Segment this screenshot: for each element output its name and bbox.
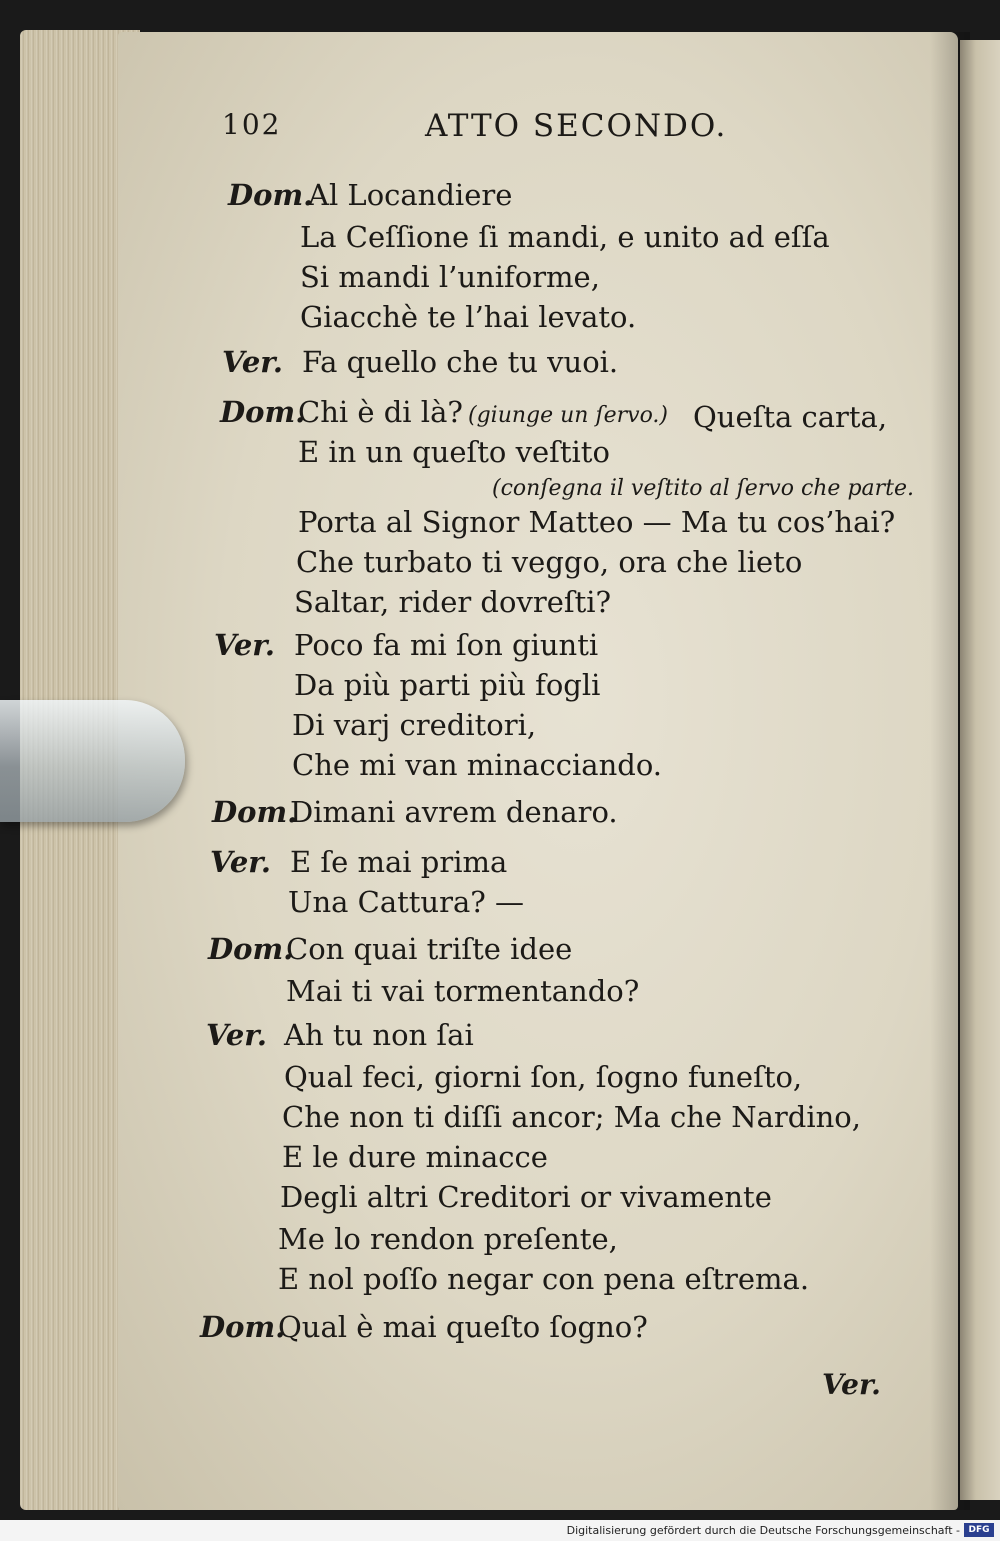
verse-line: E in un queſto veſtito [298,435,610,469]
speaker-label: Dom. [208,932,294,966]
speaker-label: Dom. [212,795,298,829]
page-number: 102 [222,108,282,141]
verse-line: Si mandi l’uniforme, [300,260,600,294]
stage-direction: (giunge un ſervo.) [468,403,669,428]
stage-direction: (conſegna il veſtito al ſervo che parte. [492,476,915,501]
digitization-footer [0,1520,1000,1541]
verse-line: Ah tu non ſai [284,1018,474,1052]
verse-line: Qual è mai queſto ſogno? [278,1310,648,1344]
verse-line: Al Locandiere [308,178,513,212]
verse-line: Degli altri Creditori or vivamente [280,1180,772,1214]
catchword: Ver. [822,1368,881,1401]
dfg-logo: DFG [964,1523,994,1537]
verse-line: Giacchè te l’hai levato. [300,300,637,334]
speaker-label: Ver. [206,1018,268,1052]
verse-line: Saltar, rider dovreſti? [294,585,612,619]
speaker-label: Ver. [210,845,272,879]
page-holder-clip [0,700,185,822]
facing-page-edge [960,40,1000,1500]
speaker-label: Dom. [220,395,306,429]
verse-line: Dimani avrem denaro. [290,795,618,829]
verse-line: Che turbato ti veggo, ora che lieto [296,545,803,579]
speaker-label: Dom. [228,178,314,212]
verse-line: Fa quello che tu vuoi. [302,345,619,379]
verse-line: Con quai triſte idee [286,932,573,966]
running-head: ATTO SECONDO. [425,108,728,144]
verse-line: E le dure minacce [282,1140,548,1174]
verse-line: Che non ti diſſi ancor; Ma che Nardino, [282,1100,861,1134]
verse-line: Da più parti più fogli [294,668,601,702]
verse-line: Di varj creditori, [292,708,537,742]
verse-line: La Ceſſione ſi mandi, e unito ad eſſa [300,220,830,254]
speaker-label: Ver. [214,628,276,662]
verse-line: Una Cattura? — [288,885,525,919]
verse-line: Qual feci, giorni ſon, ſogno funeſto, [284,1060,803,1094]
verse-line: Chi è di là? [298,395,463,429]
speaker-label: Dom. [200,1310,286,1344]
verse-line: Me lo rendon preſente, [278,1222,618,1256]
verse-line: Queſta carta, [693,400,888,434]
footer-credit: Digitalisierung gefördert durch die Deutsche Forschungsgemeinschaft - [566,1524,960,1537]
verse-line: Porta al Signor Matteo — Ma tu cos’hai? [298,505,896,539]
verse-line: E nol poſſo negar con pena eſtrema. [278,1262,810,1296]
verse-line: Mai ti vai tormentando? [286,974,640,1008]
verse-line: E ſe mai prima [290,845,508,879]
speaker-label: Ver. [222,345,284,379]
verse-line: Poco fa mi ſon giunti [294,628,599,662]
verse-line: Che mi van minacciando. [292,748,663,782]
